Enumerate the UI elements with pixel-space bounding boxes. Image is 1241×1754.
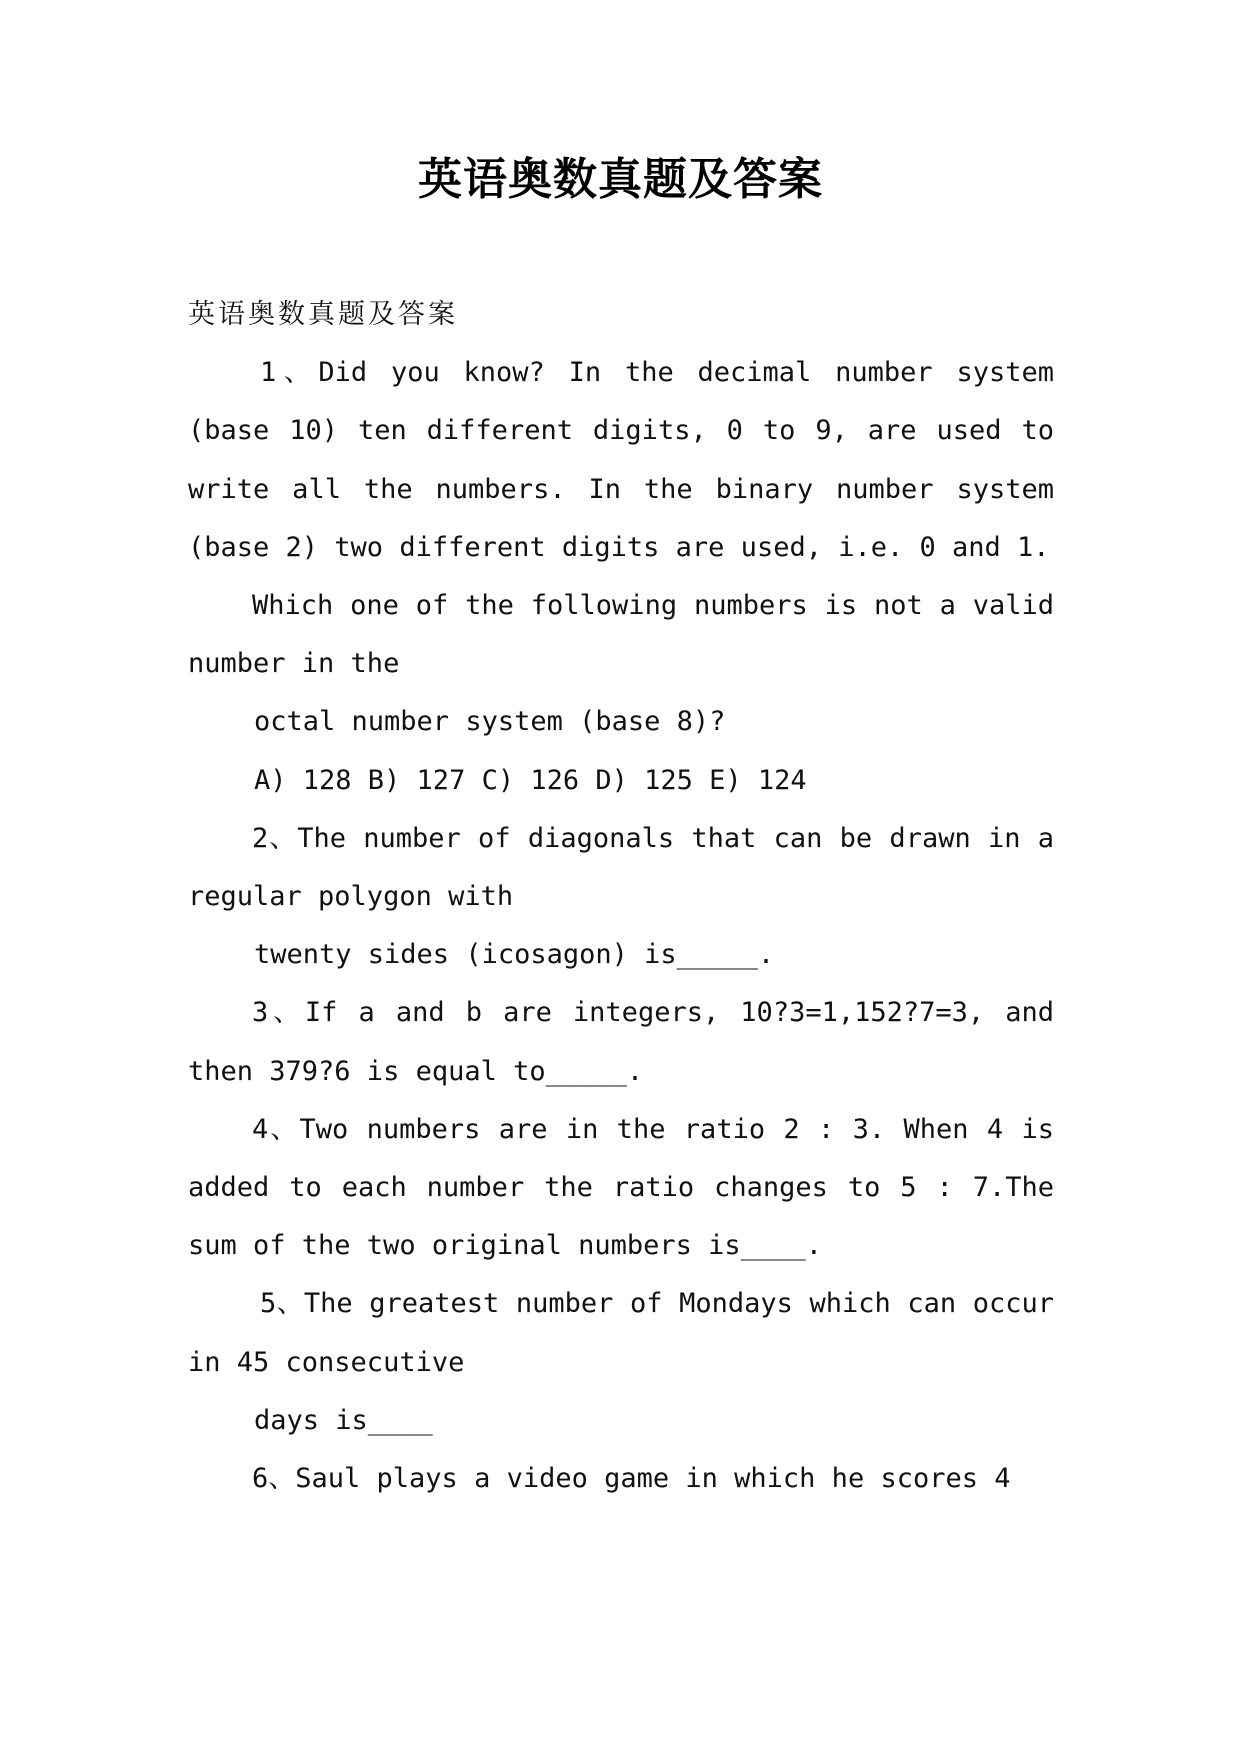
document-body <box>188 286 1054 1508</box>
question-2-text: 2、The number of diagonals that can be drawn in a regular polygon with <box>188 822 1054 913</box>
document-title: 英语奥数真题及答案 <box>418 154 823 205</box>
question-1-text: 1、Did you know? In the decimal number system (base 10) ten different digits, 0 to 9, are used to write all the numbers. In the binary number system (base 2) two different digits are used, i.e. 0 and 1. <box>188 357 1054 563</box>
question-6-text: 6、Saul plays a video game in which he scores 4 <box>252 1463 1011 1495</box>
question-3-text: 3、If a and b are integers, 10?3=1,152?7=3, and then 379?6 is equal to_____. <box>188 997 1054 1087</box>
question-5-text-continued: days is____ <box>254 1404 433 1436</box>
question-1-prompt-continued: octal number system (base 8)? <box>254 706 726 738</box>
question-4-text: 4、Two numbers are in the ratio 2 : 3. When 4 is added to each number the ratio changes to 5 : 7.The sum of the two original numbers is____. <box>188 1113 1054 1262</box>
question-1-prompt: Which one of the following numbers is not a valid number in the <box>188 590 1054 680</box>
question-2-text-continued: twenty sides (icosagon) is_____. <box>254 939 775 971</box>
question-1-options: A) 128 B) 127 C) 126 D) 125 E) 124 <box>254 764 807 796</box>
document-subtitle: 英语奥数真题及答案 <box>188 299 458 330</box>
question-5-text: 5、The greatest number of Mondays which can occur in 45 consecutive <box>188 1288 1054 1378</box>
